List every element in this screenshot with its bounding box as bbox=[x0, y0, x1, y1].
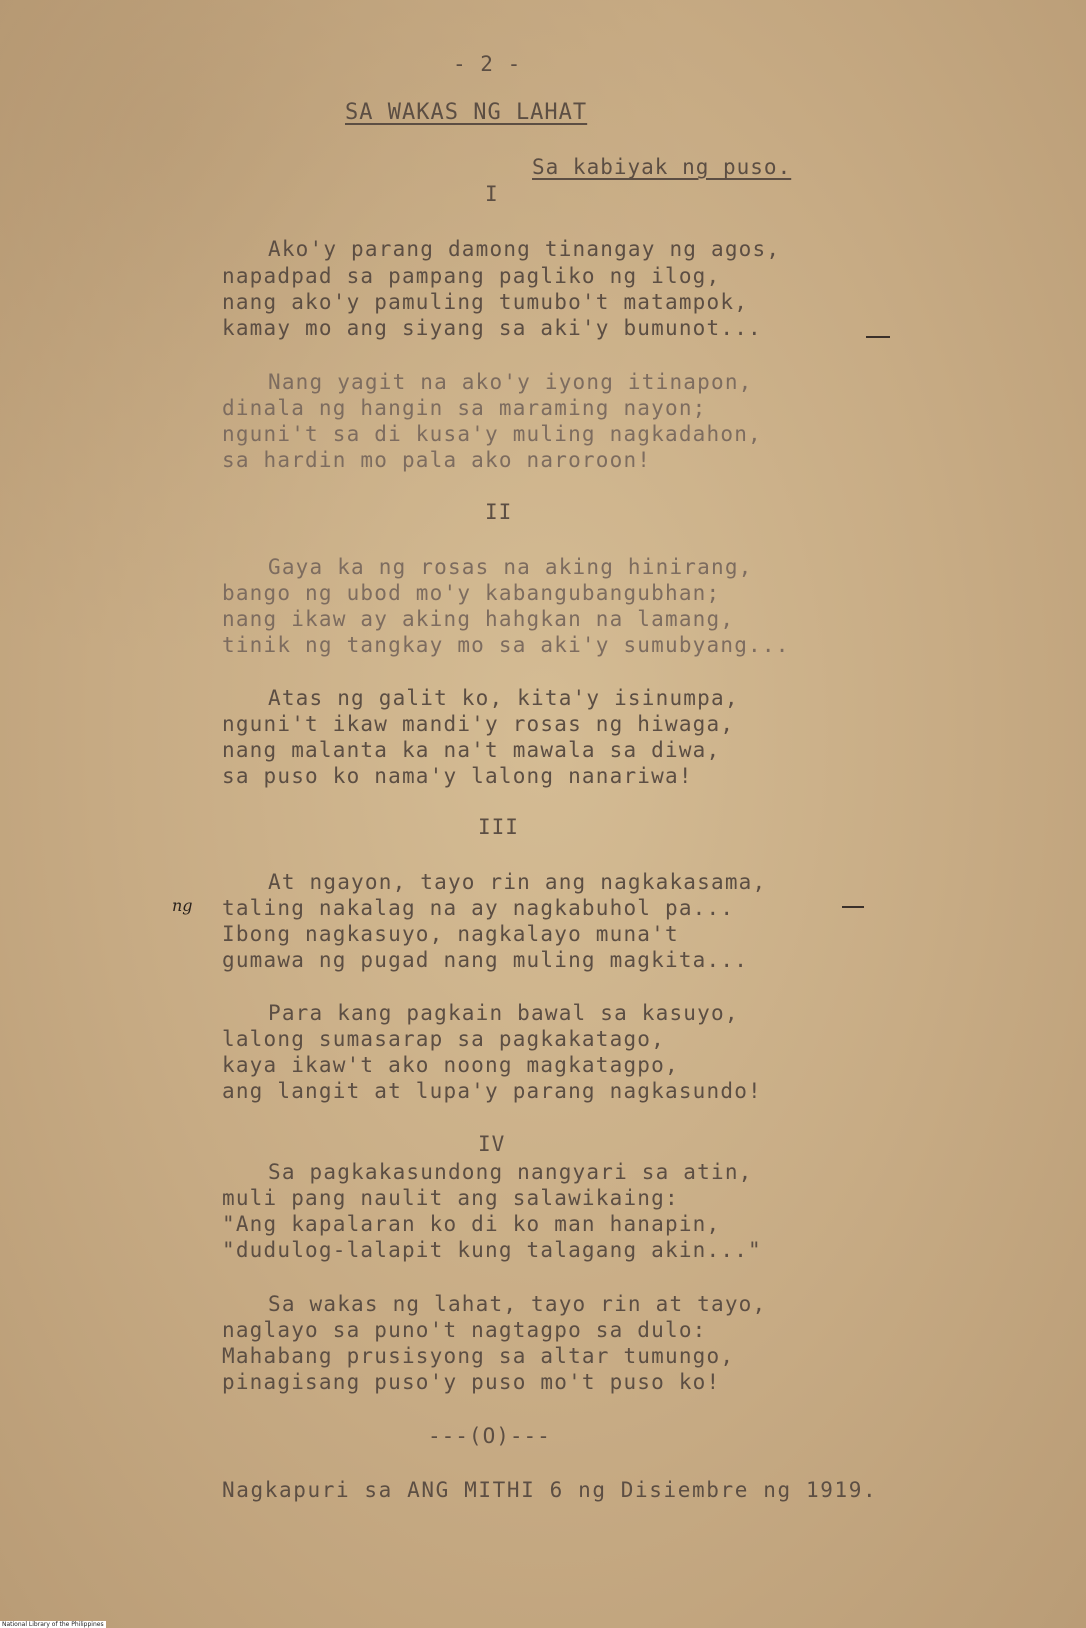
verse-line: nang ikaw ay aking hahgkan na lamang, bbox=[222, 607, 735, 631]
verse-line: lalong sumasarap sa pagkakatago, bbox=[222, 1027, 665, 1051]
verse-line: dinala ng hangin sa maraming nayon; bbox=[222, 396, 707, 420]
verse-line: bango ng ubod mo'y kabangubangubhan; bbox=[222, 581, 721, 605]
verse-line: Mahabang prusisyong sa altar tumungo, bbox=[222, 1344, 735, 1368]
page-number: - 2 - bbox=[453, 52, 522, 76]
section-numeral: II bbox=[485, 500, 513, 524]
footer-credit: National Library of the Philippines bbox=[2, 1621, 104, 1628]
verse-line: ang langit at lupa'y parang nagkasundo! bbox=[222, 1079, 762, 1103]
verse-line: pinagisang puso'y puso mo't puso ko! bbox=[222, 1370, 721, 1394]
verse-line: tinik ng tangkay mo sa aki'y sumubyang... bbox=[222, 633, 790, 657]
verse-line: "Ang kapalaran ko di ko man hanapin, bbox=[222, 1212, 721, 1236]
verse-line: kaya ikaw't ako noong magkatagpo, bbox=[222, 1053, 679, 1077]
margin-dash bbox=[866, 336, 890, 338]
verse-line: Nang yagit na ako'y iyong itinapon, bbox=[268, 370, 753, 394]
section-numeral: IV bbox=[478, 1132, 506, 1156]
section-numeral: I bbox=[485, 182, 499, 206]
verse-line: taling nakalag na ay nagkabuhol pa... bbox=[222, 896, 735, 920]
verse-line: Para kang pagkain bawal sa kasuyo, bbox=[268, 1001, 739, 1025]
verse-line: gumawa ng pugad nang muling magkita... bbox=[222, 948, 749, 972]
verse-line: Gaya ka ng rosas na aking hinirang, bbox=[268, 555, 753, 579]
verse-line: napadpad sa pampang pagliko ng ilog, bbox=[222, 264, 721, 288]
verse-line: sa puso ko nama'y lalong nanariwa! bbox=[222, 764, 693, 788]
end-mark: ---(O)--- bbox=[428, 1424, 551, 1448]
section-numeral: III bbox=[478, 815, 519, 839]
verse-line: Sa wakas ng lahat, tayo rin at tayo, bbox=[268, 1292, 767, 1316]
verse-line: nguni't sa di kusa'y muling nagkadahon, bbox=[222, 422, 762, 446]
verse-line: sa hardin mo pala ako naroroon! bbox=[222, 448, 652, 472]
verse-line: At ngayon, tayo rin ang nagkakasama, bbox=[268, 870, 767, 894]
verse-line: Ako'y parang damong tinangay ng agos, bbox=[268, 237, 781, 261]
verse-line: Atas ng galit ko, kita'y isinumpa, bbox=[268, 686, 739, 710]
dedication: Sa kabiyak ng puso. bbox=[532, 155, 792, 179]
verse-line: naglayo sa puno't nagtagpo sa dulo: bbox=[222, 1318, 707, 1342]
poem-title: SA WAKAS NG LAHAT bbox=[345, 100, 588, 125]
margin-note: ng bbox=[172, 896, 193, 915]
verse-line: Ibong nagkasuyo, nagkalayo muna't bbox=[222, 922, 679, 946]
verse-line: Sa pagkakasundong nangyari sa atin, bbox=[268, 1160, 753, 1184]
verse-line: nguni't ikaw mandi'y rosas ng hiwaga, bbox=[222, 712, 735, 736]
verse-line: nang malanta ka na't mawala sa diwa, bbox=[222, 738, 721, 762]
margin-dash bbox=[842, 906, 864, 908]
verse-line: muli pang naulit ang salawikaing: bbox=[222, 1186, 679, 1210]
verse-line: kamay mo ang siyang sa aki'y bumunot... bbox=[222, 316, 762, 340]
closing-note: Nagkapuri sa ANG MITHI 6 ng Disiembre ng 1919. bbox=[222, 1478, 878, 1502]
verse-line: "dudulog-lalapit kung talagang akin..." bbox=[222, 1238, 762, 1262]
verse-line: nang ako'y pamuling tumubo't matampok, bbox=[222, 290, 749, 314]
